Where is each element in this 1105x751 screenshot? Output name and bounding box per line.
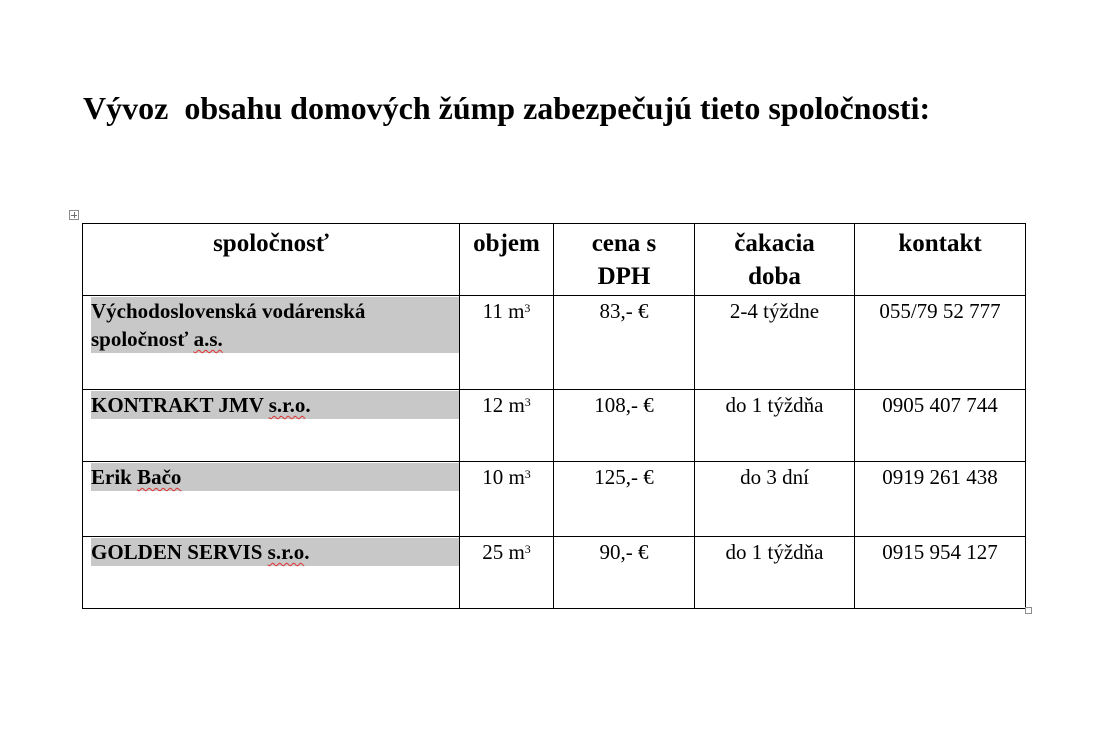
- resize-handle-icon[interactable]: [1025, 607, 1032, 614]
- company-cell: [83, 390, 460, 462]
- price-cell: 108,- €: [554, 390, 695, 462]
- table-row: [83, 390, 1026, 462]
- price-cell: 90,- €: [554, 537, 695, 609]
- document-title: Vývoz obsahu domových žúmp zabezpečujú tieto spoločnosti:: [83, 90, 931, 126]
- company-cell: [83, 296, 460, 390]
- companies-table: [82, 223, 1026, 609]
- volume-cell: 10 $m^3$: [460, 462, 554, 537]
- wait-cell: do 1 týždňa: [695, 537, 855, 609]
- contact-cell: 055/79 52 777: [855, 296, 1026, 390]
- contact-cell: 0905 407 744: [855, 390, 1026, 462]
- volume-cell: 11 $m^3$: [460, 296, 554, 390]
- company-cell: [83, 462, 460, 537]
- wait-cell: do 1 týždňa: [695, 390, 855, 462]
- price-cell: 125,- €: [554, 462, 695, 537]
- volume-cell: 25 $m^3$: [460, 537, 554, 609]
- company-name: KONTRAKT JMV s.r.o.: [91, 391, 459, 419]
- table-row: [83, 462, 1026, 537]
- price-cell: 83,- €: [554, 296, 695, 390]
- table-row: [83, 296, 1026, 390]
- wait-cell: 2-4 týždne: [695, 296, 855, 390]
- move-handle-icon[interactable]: [69, 210, 79, 220]
- header-company: spoločnosť: [83, 224, 460, 296]
- volume-cell: 12 $m^3$: [460, 390, 554, 462]
- contact-cell: 0919 261 438: [855, 462, 1026, 537]
- table-header-row: [83, 224, 1026, 296]
- company-name: Východoslovenská vodárenská spoločnosť a.s.: [91, 297, 459, 353]
- header-wait: čakacia doba: [695, 224, 855, 296]
- company-name: GOLDEN SERVIS s.r.o.: [91, 538, 459, 566]
- header-price: cena s DPH: [554, 224, 695, 296]
- company-cell: [83, 537, 460, 609]
- company-name: Erik Bačo: [91, 463, 459, 491]
- table-row: [83, 537, 1026, 609]
- wait-cell: do 3 dní: [695, 462, 855, 537]
- header-volume: objem: [460, 224, 554, 296]
- contact-cell: 0915 954 127: [855, 537, 1026, 609]
- header-contact: kontakt: [855, 224, 1026, 296]
